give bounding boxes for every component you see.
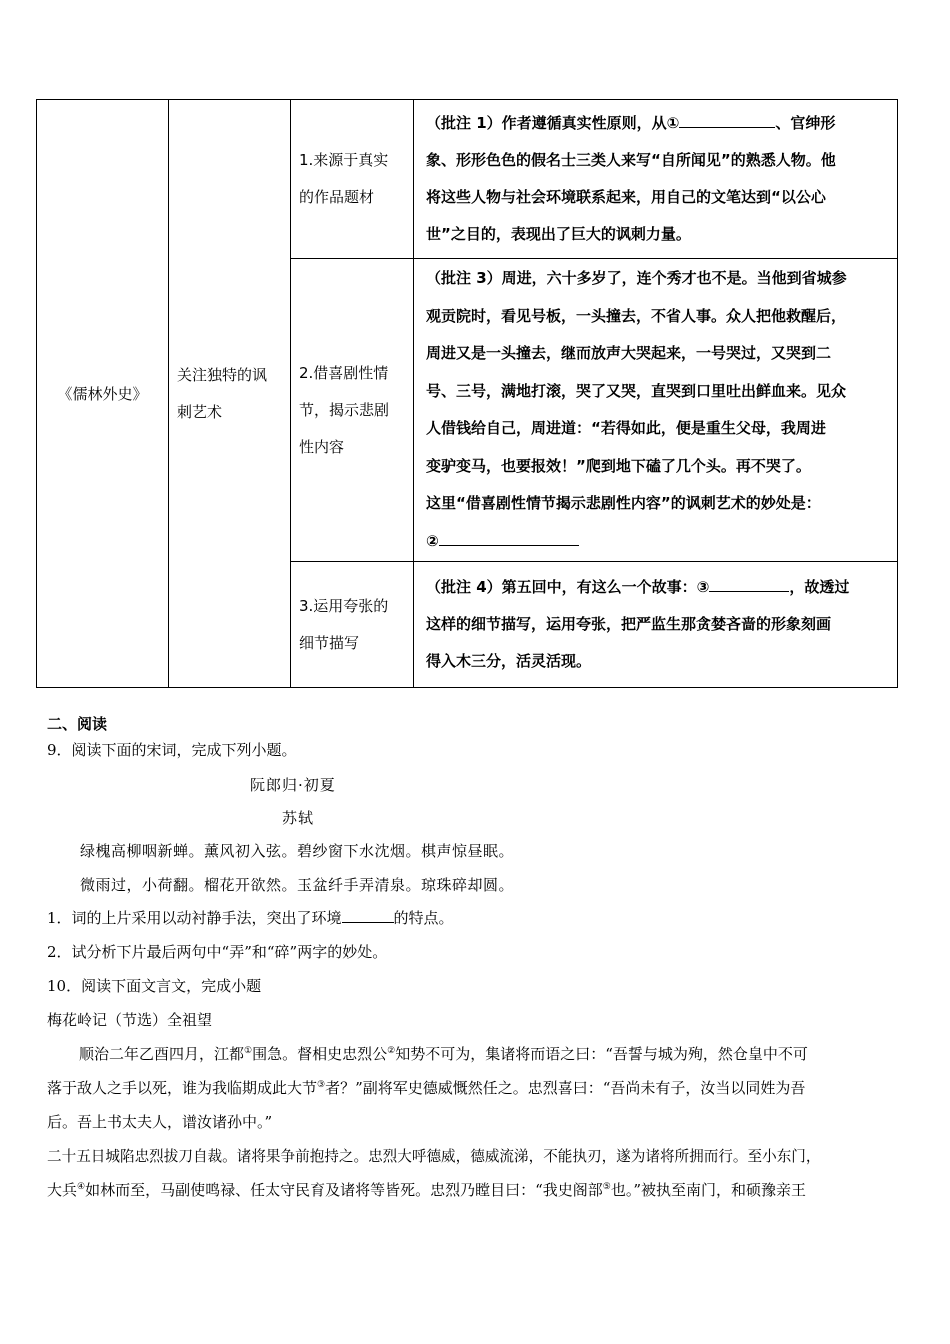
essay-line <box>47 1077 805 1098</box>
feature-cell <box>291 100 414 259</box>
aspect-line: 刺艺术 <box>177 402 223 421</box>
answer-blank-1[interactable] <box>679 126 775 128</box>
essay-title: 梅花岭记（节选）全祖望 <box>47 1011 213 1029</box>
footnote-mark: ④ <box>77 1182 86 1192</box>
sub-question-2: 2．试分析下片最后两句中“弄”和“碎”两字的妙处。 <box>47 943 388 961</box>
note-text: ，故透过 <box>789 578 850 596</box>
essay-text: 也。”被执至南门，和硕豫亲王 <box>610 1181 807 1199</box>
note-text: 人借钱给自己，周进道：“若得如此，便是重生父母，我周进 <box>426 419 826 437</box>
feature-line: 3.运用夸张的 <box>299 596 389 615</box>
note-text: 得入木三分，活灵活现。 <box>426 652 592 670</box>
answer-blank-2[interactable] <box>439 544 579 546</box>
question-9: 9．阅读下面的宋词，完成下列小题。 <box>47 741 297 759</box>
question-10: 10．阅读下面文言文，完成小题 <box>47 977 262 995</box>
poem-line: 微雨过，小荷翻。榴花开欲然。玉盆纤手弄清泉。琼珠碎却圆。 <box>80 876 515 894</box>
footnote-mark: ⑤ <box>602 1182 611 1192</box>
feature-line: 1.来源于真实 <box>299 151 389 169</box>
feature-line: 的作品题材 <box>299 188 375 206</box>
note-cell <box>414 562 898 688</box>
book-title: 《儒林外史》 <box>57 385 148 403</box>
essay-text: 如林而至，马副使鸣禄、任太守民育及诸将等皆死。忠烈乃瞠目曰：“我史阁部 <box>85 1181 603 1199</box>
sub-question-1 <box>47 907 454 928</box>
note-text: （批注 1）作者遵循真实性原则，从① <box>426 114 680 132</box>
note-text: 变驴变马，也要报效！”爬到地下磕了几个头。再不哭了。 <box>426 456 811 475</box>
note-text: 观贡院时，看见号板，一头撞去，不省人事。众人把他救醒后， <box>426 306 847 325</box>
essay-line: 二十五日城陷忠烈拔刀自裁。诸将果争前抱持之。忠烈大呼德威，德威流涕，不能执刃，遂为诸将所拥而行。至小东门， <box>47 1148 821 1165</box>
note-text: 周进又是一头撞去，继而放声大哭起来，一号哭过，又哭到二 <box>426 344 832 362</box>
poem-line: 绿槐高柳咽新蝉。薰风初入弦。碧纱窗下水沈烟。棋声惊昼眠。 <box>80 842 515 860</box>
note-text: 将这些人物与社会环境联系起来，用自己的文笔达到“以公心 <box>426 188 826 206</box>
note-cell <box>414 100 898 259</box>
feature-line: 性内容 <box>299 437 345 456</box>
note-text: （批注 4）第五回中，有这么一个故事：③ <box>426 578 710 596</box>
essay-text: 者？”副将军史德威慨然任之。忠烈喜曰：“吾尚未有子，汝当以同姓为吾 <box>325 1079 806 1097</box>
essay-line <box>47 1179 806 1200</box>
aspect-cell <box>169 100 291 688</box>
feature-line: 2.借喜剧性情 <box>299 363 389 382</box>
aspect-line: 关注独特的讽 <box>177 365 268 384</box>
answer-blank-sub1[interactable] <box>342 921 394 923</box>
poem-title: 阮郎归·初夏 <box>250 776 336 794</box>
footnote-mark: ③ <box>317 1080 326 1090</box>
essay-line: 后。吾上书太夫人，谱汝诸孙中。” <box>47 1113 273 1131</box>
note-text: 这样的细节描写，运用夸张，把严监生那贪婪吝啬的形象刻画 <box>426 615 832 633</box>
annotation-table <box>36 99 898 688</box>
note-text: 号、三号，满地打滚，哭了又哭，直哭到口里吐出鲜血来。见众 <box>426 381 847 400</box>
essay-text: 大兵 <box>47 1181 78 1199</box>
feature-line: 节，揭示悲剧 <box>299 400 390 419</box>
essay-text: 知势不可为，集诸将而语之曰：“吾誓与城为殉，然仓皇中不可 <box>395 1045 808 1063</box>
question-text: 1．词的上片采用以动衬静手法，突出了环境 <box>47 909 342 927</box>
note-text: 这里“借喜剧性情节揭示悲剧性内容”的讽刺艺术的妙处是： <box>426 494 821 512</box>
essay-text: 围急。督相史忠烈公 <box>252 1045 388 1063</box>
note-text: 象、形形色色的假名士三类人来写“自所闻见”的熟悉人物。他 <box>426 151 836 169</box>
essay-text: 顺治二年乙酉四月，江都 <box>79 1045 245 1063</box>
answer-blank-3[interactable] <box>709 590 789 592</box>
feature-line: 细节描写 <box>299 633 360 652</box>
footnote-mark: ② <box>387 1046 396 1056</box>
note-text: （批注 3）周进，六十多岁了，连个秀才也不是。当他到省城参 <box>426 269 847 287</box>
note-text: 、官绅形 <box>775 114 836 132</box>
note-text: ② <box>426 531 439 550</box>
book-title-cell <box>37 100 169 688</box>
question-text: 的特点。 <box>393 909 454 927</box>
feature-cell <box>291 259 414 562</box>
essay-line <box>79 1043 808 1064</box>
feature-cell <box>291 562 414 688</box>
essay-text: 落于敌人之手以死，谁为我临期成此大节 <box>47 1079 318 1097</box>
footnote-mark: ① <box>244 1046 253 1056</box>
note-text: 世”之目的，表现出了巨大的讽刺力量。 <box>426 225 691 243</box>
poem-author: 苏轼 <box>282 809 315 827</box>
section-heading: 二、阅读 <box>47 715 108 733</box>
note-cell <box>414 259 898 562</box>
